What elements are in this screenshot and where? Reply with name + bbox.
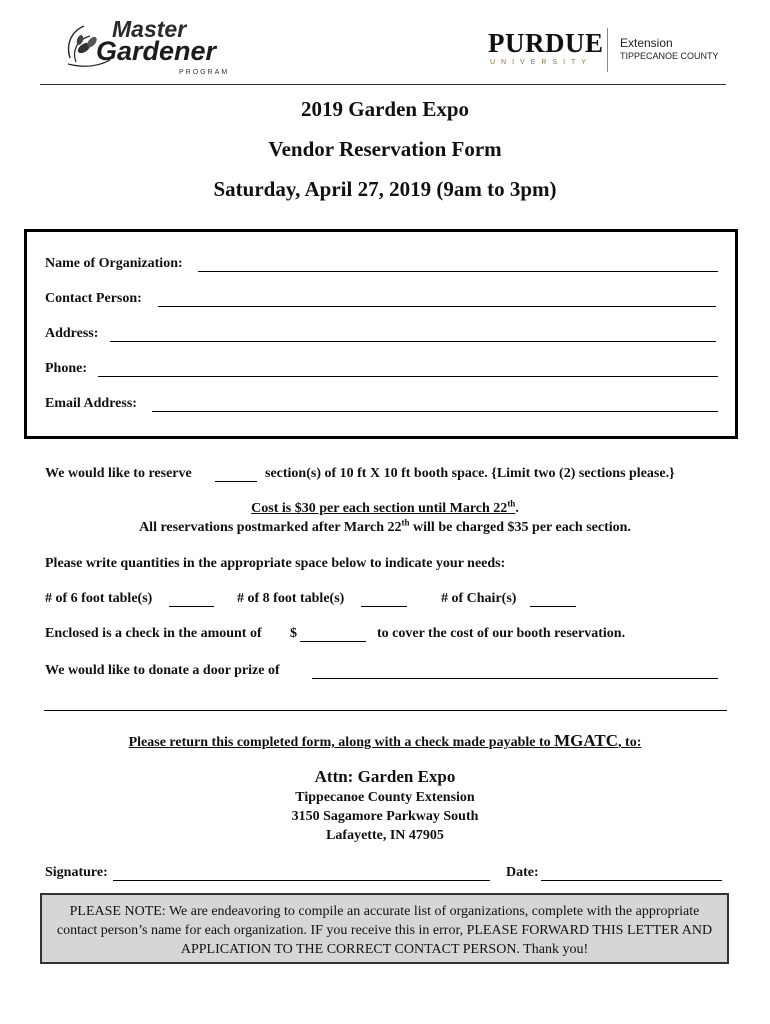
door-prize-field[interactable] [312,678,718,679]
form-title: Vendor Reservation Form [268,137,502,161]
logo-program-text: PROGRAM [179,69,230,76]
date-field[interactable] [541,880,722,881]
reserve-text-before: We would like to reserve [45,466,192,481]
master-gardener-logo [62,14,232,80]
attn-line: Attn: Garden Expo [314,767,456,786]
cost-line-2: All reservations postmarked after March 22th will be charged $35 per each section. [139,517,631,535]
address-city: Lafayette, IN 47905 [326,828,444,843]
contact-person-field[interactable] [158,306,716,307]
cost-line-1: Cost is $30 per each section until March 22th. [251,498,519,516]
check-amount-field[interactable] [300,641,366,642]
six-foot-table-field[interactable] [169,606,214,607]
address-field[interactable] [110,341,716,342]
county-text: TIPPECANOE COUNTY [620,51,719,61]
reserve-text-after: section(s) of 10 ft X 10 ft booth space. {Limit two (2) sections please.} [265,466,675,481]
phone-field[interactable] [98,376,718,377]
return-instructions: Please return this completed form, along with a check made payable to MGATC, to: [128,731,642,750]
check-text-before: Enclosed is a check in the amount of [45,626,262,641]
address-org: Tippecanoe County Extension [295,790,475,805]
contact-person-label: Contact Person: [45,291,142,306]
event-date: Saturday, April 27, 2019 (9am to 3pm) [213,177,557,201]
purdue-extension-logo [488,28,728,74]
chairs-label: # of Chair(s) [441,591,517,606]
purdue-wordmark: PURDUE [488,28,604,58]
please-note-text: PLEASE NOTE: We are endeavoring to compile an accurate list of organizations, complete with the appropriate contact person’s name for each organization. IF you receive this in error, PLEASE FORWARD THIS LETTER AND APPLICATION TO THE CORRECT CONTACT PERSON. Thank you! [56,904,713,957]
extension-text: Extension [620,36,673,50]
signature-label: Signature: [45,865,108,880]
organization-field[interactable] [198,271,718,272]
eight-foot-table-label: # of 8 foot table(s) [237,591,345,606]
address-label: Address: [45,326,99,341]
dollar-sign: $ [290,626,297,641]
event-title: 2019 Garden Expo [300,97,470,121]
address-street: 3150 Sagamore Parkway South [291,809,479,824]
quantities-intro: Please write quantities in the appropriate space below to indicate your needs: [45,556,506,571]
check-text-after: to cover the cost of our booth reservation. [377,626,626,641]
please-note-box [40,893,729,964]
phone-label: Phone: [45,361,87,376]
logo-master-text: Master [112,16,187,42]
chairs-field[interactable] [530,606,576,607]
eight-foot-table-field[interactable] [361,606,407,607]
email-label: Email Address: [45,396,137,411]
six-foot-table-label: # of 6 foot table(s) [45,591,153,606]
purdue-university-text: UNIVERSITY [490,59,593,66]
logo-divider [607,28,608,72]
door-prize-label: We would like to donate a door prize of [45,663,280,678]
email-field[interactable] [152,411,718,412]
sections-field[interactable] [215,481,257,482]
organization-label: Name of Organization: [45,256,183,271]
logo-gardener-text: Gardener [96,36,217,66]
date-label: Date: [506,865,539,880]
header-divider [40,84,726,85]
signature-field[interactable] [113,880,490,881]
section-divider [44,710,727,711]
